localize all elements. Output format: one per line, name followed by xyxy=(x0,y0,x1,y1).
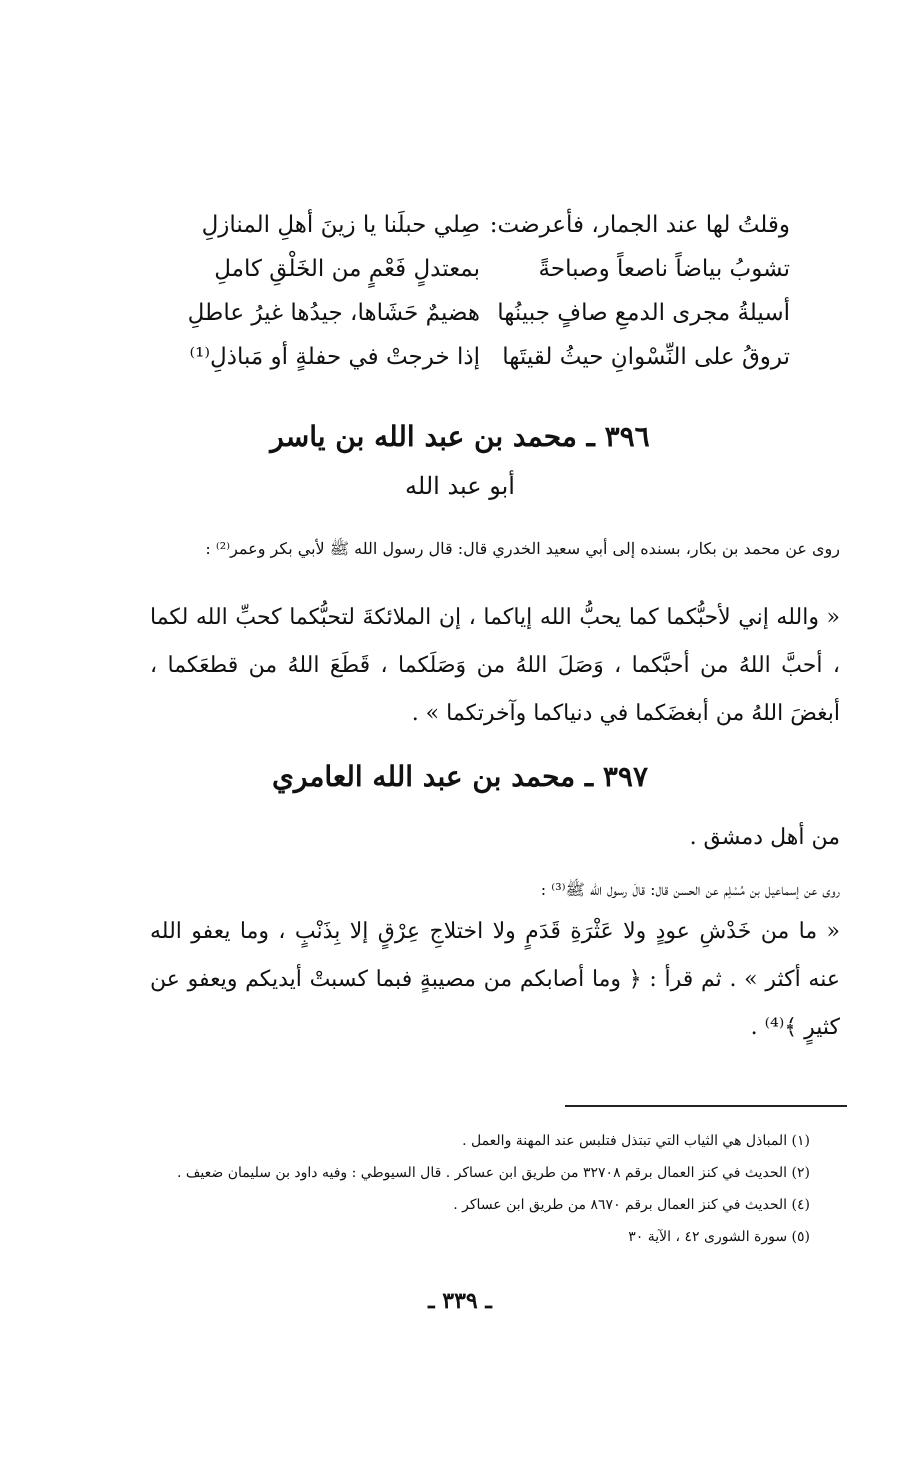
poem xyxy=(187,212,790,388)
footnote: (٤) الحديث في كنز العمال برقم ٨٦٧٠ من طريق ابن عساكر . xyxy=(453,1197,810,1213)
poem-hemistich-second: هضيمٌ حَشَاها، جيدُها غيرُ عاطلِ xyxy=(187,300,480,326)
footnote: (٥) سورة الشورى ٤٢ ، الآية ٣٠ xyxy=(628,1229,810,1245)
section-397-hadith-text: « ما من خَدْشِ عودٍ ولا عَثْرَةِ قَدَمٍ ولا اختلاجِ عِرْقٍ إلا بِذَنْبٍ ، وما يعفو الله عنه أكثر » . ثم قرأ : ﴿ وما أصابكم من مصيبةٍ فبما كسبتْ أيديكم ويعفو عن كثيرٍ ﴾⁽⁴⁾ . xyxy=(150,919,840,1040)
section-396-kunya: أبو عبد الله xyxy=(405,472,515,500)
footnotes xyxy=(130,1131,810,1259)
section-396-hadith-text: « والله إني لأحبُّكما كما يحبُّ الله إياكما ، إن الملائكةَ لتحبُّكما كحبِّ الله لكما ، أحبَّ اللهُ من أحبَّكما ، وَصَلَ اللهُ من وَصَلَكما ، قَطَعَ اللهُ من قطعَكما ، أبغضَ اللهُ من أبغضَكما في دنياكما وآخرتكما » . xyxy=(150,605,840,726)
page-number: ـ ٣٣٩ ـ xyxy=(428,1288,492,1314)
section-396-isnad: روى عن محمد بن بكار، بسنده إلى أبي سعيد الخدري قال: قال رسول الله ﷺ لأبي بكر وعمر⁽²⁾ : xyxy=(205,539,840,558)
section-396-heading: ٣٩٦ ـ محمد بن عبد الله بن ياسر xyxy=(270,420,650,453)
poem-hemistich-second: صِلي حبلَنا يا زينَ أهلِ المنازلِ xyxy=(201,212,480,238)
poem-hemistich-first: تشوبُ بياضاً ناصعاً وصباحةً xyxy=(538,256,790,282)
poem-hemistich-first: أسيلةُ مجرى الدمعِ صافٍ جبينُها xyxy=(497,300,790,326)
footnote-separator xyxy=(565,1105,847,1107)
poem-hemistich-first: تروقُ على النِّسْوانِ حيثُ لقيتَها xyxy=(502,344,790,370)
footnote: (٢) الحديث في كنز العمال برقم ٣٢٧٠٨ من طريق ابن عساكر . قال السيوطي : وفيه داود بن سليمان ضعيف . xyxy=(177,1165,810,1181)
poem-hemistich-first: وقلتُ لها عند الجمار، فأعرضت: xyxy=(489,212,790,238)
poem-verse xyxy=(201,212,790,256)
footnote: (١) المباذل هي الثياب التي تبتذل فتلبس عند المهنة والعمل . xyxy=(462,1133,810,1149)
poem-hemistich-second: إذا خرجتْ في حفلةٍ أو مَباذلِ⁽¹⁾ xyxy=(189,344,480,370)
section-397-heading: ٣٩٧ ـ محمد بن عبد الله العامري xyxy=(271,760,649,793)
poem-verse xyxy=(210,256,790,300)
poem-verse xyxy=(189,344,790,388)
poem-verse xyxy=(187,300,790,344)
section-397-isnad: روى عن إسماعيل بن مُسْلِم عن الحسن قال: قالَ رسول الله ﷺ⁽³⁾ : xyxy=(540,880,840,899)
section-397-origin: من أهل دمشق . xyxy=(689,825,840,850)
poem-hemistich-second: بمعتدلٍ فَعْمٍ من الخَلْقِ كاملِ xyxy=(214,256,480,282)
